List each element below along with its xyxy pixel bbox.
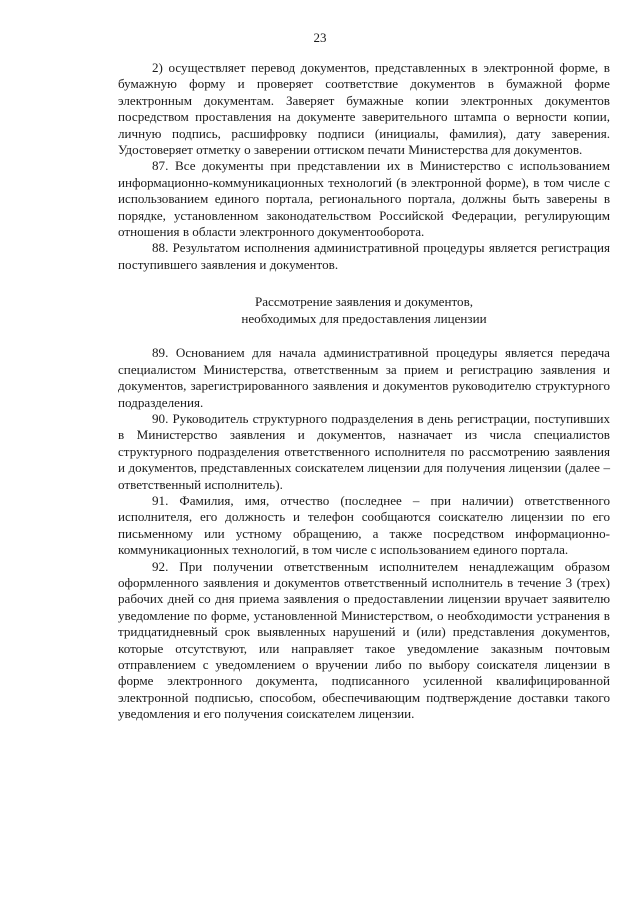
page-number: 23: [313, 30, 327, 45]
paragraph-91: 91. Фамилия, имя, отчество (последнее – при наличии) ответственного исполнителя, его должность и телефон сообщаются соискателю лицензии по его письменному или устному обращению, а также посредством информационно-коммуникационных технологий, в том числе с использованием единого портала.: [118, 492, 610, 558]
paragraph-item-2: 2) осуществляет перевод документов, представленных в электронной форме, в бумажную форму и проверяет соответствие документов в бумажной форме электронным документам. Заверяет бумажные копии электронных документов посредством проставления на документе заверительного штампа о верности копии, личную подпись, расшифровку подписи (инициалы, фамилия), дату заверения. Удостоверяет отметку о заверении оттиском печати Министерства для документов.: [118, 60, 610, 158]
section-heading: [118, 293, 610, 327]
paragraph-92: 92. При получении ответственным исполнителем ненадлежащим образом оформленного заявления и документов ответственный исполнитель в течение 3 (трех) рабочих дней со дня приема заявления о предоставлении лицензии вручает заявителю уведомление по форме, установленной Министерством, о необходимости устранения в тридцатидневный срок выявленных нарушений и (или) представления документов, которые отсутствуют, или направляет такое уведомление заказным почтовым отправлением с уведомлением о вручении либо по выбору соискателя лицензии в форме электронного документа, подписанного усиленной квалифицированной электронной подписью, способом, обеспечивающим подтверждение доставки такого уведомления и его получения соискателем лицензии.: [118, 558, 610, 722]
section-heading-line-1: Рассмотрение заявления и документов,: [254, 294, 474, 310]
paragraph-87: 87. Все документы при представлении их в Министерство с использованием информационно-коммуникационных технологий (в электронной форме), в том числе с использованием единого портала, регионального портала, должны быть заверены в порядке, установленном законодательством Российской Федерации, регулирующим отношения в области электронного документооборота.: [118, 158, 610, 240]
paragraph-88: 88. Результатом исполнения административной процедуры является регистрация поступившего заявления и документов.: [118, 240, 610, 272]
paragraph-89: 89. Основанием для начала административной процедуры является передача специалистом Министерства, ответственным за прием и регистрацию заявления и документов, зарегистрированного заявления и документов руководителю структурного подразделения.: [118, 345, 610, 410]
paragraph-90: 90. Руководитель структурного подразделения в день регистрации, поступивших в Министерство заявления и документов, назначает из числа специалистов структурного подразделения ответственного исполнителя по рассмотрению заявления и документов, представленных соискателем лицензии для получения лицензии (далее – ответственный исполнитель).: [118, 410, 610, 492]
document-body: [118, 60, 610, 723]
section-heading-line-2: необходимых для предоставления лицензии: [241, 311, 487, 327]
